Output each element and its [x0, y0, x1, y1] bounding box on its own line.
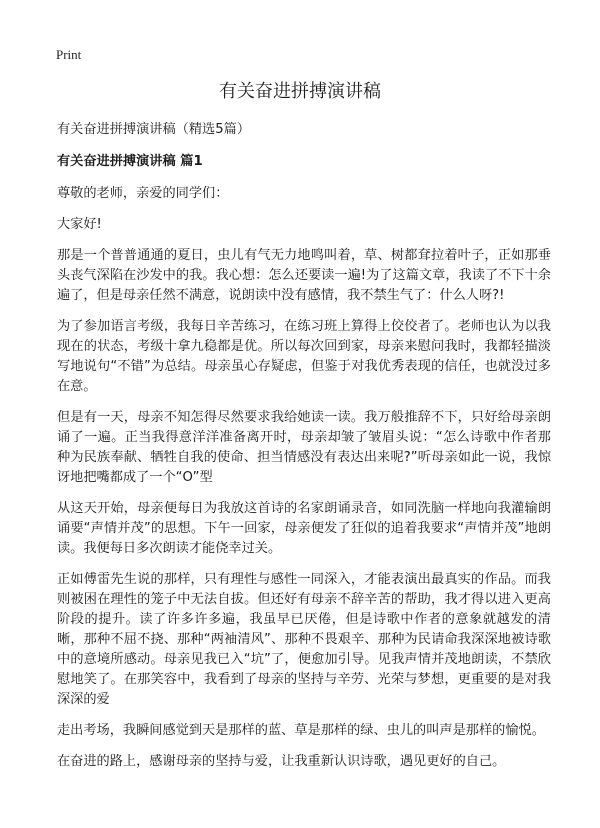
paragraph: 那是一个普普通通的夏日，虫儿有气无力地鸣叫着，草、树都耷拉着叶子，正如那垂头丧气深陷在沙发中的我。我心想：怎么还要读一遍!为了这篇文章，我读了不下十余遍了，但是母亲任然不满意，说朗读中没有感情，我不禁生气了：什么人呀?! [57, 248, 551, 303]
document-subtitle: 有关奋进拼搏演讲稿（精选5篇） [57, 122, 251, 137]
document-body [57, 120, 551, 783]
paragraph: 正如傅雷先生说的那样，只有理性与感性一同深入，才能表演出最真实的作品。而我则被困在理性的笼子中无法自拔。但还好有母亲不辞辛苦的帮助，我才得以进入更高阶段的提升。读了许多许多遍，我虽早已厌倦，但是诗歌中作者的意象就越发的清晰，那种不屈不挠、那种“两袖清风”、那种不畏艰辛、那种为民请命我深深地被诗歌中的意境所感动。母亲见我已入“坑”了，便愈加引导。见我声情并茂地朗读，不禁欣慰地笑了。在那笑容中，我看到了母亲的坚持与辛劳、光荣与梦想，更重要的是对我深深的爱 [57, 572, 551, 707]
document-title: 有关奋进拼搏演讲稿 [219, 81, 381, 102]
paragraph: 为了参加语言考级，我每日辛苦练习，在练习班上算得上佼佼者了。老师也认为以我现在的状态，考级十拿九稳都是优。所以每次回到家，母亲来慰问我时，我都轻描淡写地说句“不错”为总结。母亲虽心存疑虑，但鉴于对我优秀表现的信任，也就没过多在意。 [57, 319, 551, 394]
paragraph-salutation: 尊敬的老师，亲爱的同学们： [57, 186, 229, 201]
paragraph: 走出考场，我瞬间感觉到天是那样的蓝、草是那样的绿、虫儿的叫声是那样的愉悦。 [57, 723, 545, 738]
paragraph: 从这天开始，母亲便每日为我放这首诗的名家朗诵录音，如同洗脑一样地向我灌输朗诵要“声情并茂”的思想。下午一回家，母亲便发了狂似的追着我要求“声情并茂”地朗读。我便每日多次朗读才能侥幸过关。 [57, 501, 551, 556]
section-heading: 有关奋进拼搏演讲稿 篇1 [57, 154, 203, 169]
print-link[interactable]: Print [56, 47, 82, 62]
paragraph: 但是有一天，母亲不知怎得尽然要求我给她读一读。我万般推辞不下，只好给母亲朗诵了一遍。正当我得意洋洋准备离开时，母亲却皱了皱眉头说：“怎么诗歌中作者那种为民族奉献、牺牲自我的使命、担当情感没有表达出来呢?”听母亲如此一说，我惊讶地把嘴都成了一个“O”型 [57, 410, 551, 485]
paragraph: 在奋进的路上，感谢母亲的坚持与爱，让我重新认识诗歌，遇见更好的自己。 [57, 754, 506, 769]
paragraph-greeting: 大家好! [57, 217, 102, 232]
